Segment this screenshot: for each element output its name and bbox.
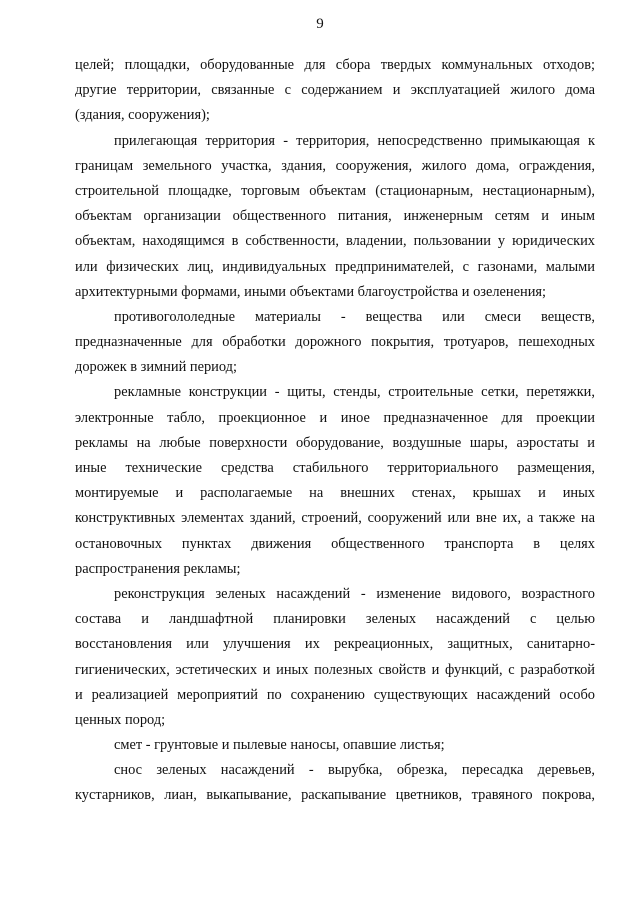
text-line: целей; площадки, оборудованные для сбора твердых коммунальных отходов; <box>75 57 595 73</box>
text-line: иные технические средства стабильного территориального размещения, <box>75 460 595 476</box>
paragraph-first-line: прилегающая территория - территория, непосредственно примыкающая к <box>114 132 595 149</box>
text-line: кустарников, лиан, выкапывание, раскапывание цветников, травяного покрова, <box>75 787 595 804</box>
page-number: 9 <box>316 16 324 32</box>
text-line: монтируемые и располагаемые на внешних стенах, крышах и иных <box>75 485 595 502</box>
paragraph-first-line: реконструкция зеленых насаждений - изменение видового, возрастного <box>114 585 595 602</box>
paragraph-first-line: противогололедные материалы - вещества или смеси веществ, <box>114 308 595 325</box>
text-line: рекламы на любые поверхности оборудование, воздушные шары, аэростаты и <box>75 434 595 451</box>
paragraph-first-line: снос зеленых насаждений - вырубка, обрезка, пересадка деревьев, <box>114 762 595 779</box>
text-line: объектам организации общественного питания, инженерным сетям и иным <box>75 208 595 225</box>
text-line: границам земельного участка, здания, сооружения, жилого дома, ограждения, <box>75 157 595 174</box>
text-line: строительной площадке, торговым объектам (стационарным, нестационарным), <box>75 182 595 199</box>
text-line: предназначенные для обработки дорожного покрытия, тротуаров, пешеходных <box>75 334 595 351</box>
text-line: другие территории, связанные с содержанием и эксплуатацией жилого дома <box>75 82 595 99</box>
document-body <box>75 53 595 809</box>
text-line: гигиенических, эстетических и иных полезных свойств и функций, с разработкой <box>75 661 595 678</box>
text-line: объектам, находящимся в собственности, владении, пользовании у юридических <box>75 233 595 250</box>
text-line: конструктивных элементах зданий, строений, сооружений или вне их, а также на <box>75 510 595 527</box>
text-line: архитектурными формами, иными объектами благоустройства и озеленения; <box>75 283 547 300</box>
text-line: состава и ландшафтной планировки зеленых насаждений с целью <box>75 611 595 628</box>
text-line: остановочных пунктах движения общественного транспорта в целях <box>75 535 595 552</box>
paragraph-first-line: рекламные конструкции - щиты, стенды, строительные сетки, перетяжки, <box>114 384 595 401</box>
text-line: восстановления или улучшения их рекреационных, защитных, санитарно- <box>75 636 595 653</box>
text-line: или физических лиц, индивидуальных предпринимателей, с газонами, малыми <box>75 258 595 275</box>
text-line: ценных пород; <box>75 711 166 728</box>
text-line: (здания, сооружения); <box>75 107 210 124</box>
paragraph-first-line: смет - грунтовые и пылевые наносы, опавшие листья; <box>114 737 445 754</box>
text-line: и реализацией мероприятий по сохранению существующих насаждений особо <box>75 686 595 703</box>
text-line: распространения рекламы; <box>75 560 241 577</box>
text-line: дорожек в зимний период; <box>75 359 237 376</box>
text-line: электронные табло, проекционное и иное предназначенное для проекции <box>75 409 595 426</box>
